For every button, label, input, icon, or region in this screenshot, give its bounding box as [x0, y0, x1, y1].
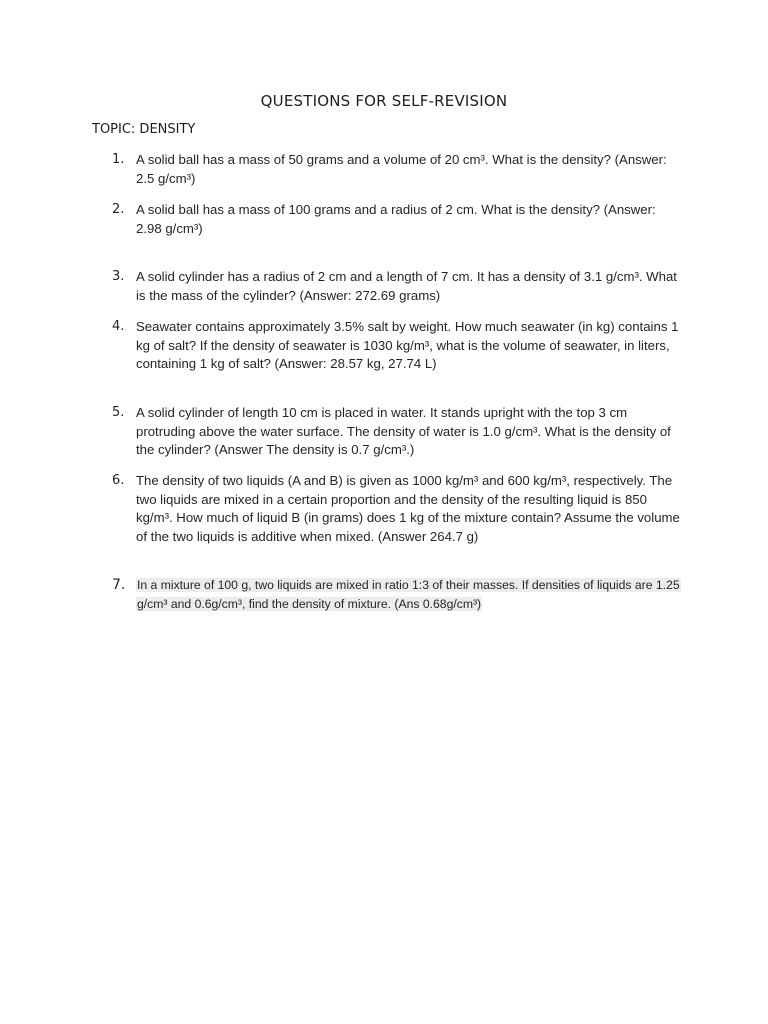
question-number: 2.: [112, 202, 125, 217]
question-item-1: [112, 151, 682, 188]
question-number: 7.: [112, 577, 126, 593]
question-item-4: [112, 318, 682, 374]
question-number: 4.: [112, 319, 125, 334]
question-number: 1.: [112, 152, 125, 167]
question-number: 3.: [112, 269, 125, 284]
question-number: 6.: [112, 473, 125, 488]
question-item-3: [112, 268, 682, 305]
question-item-6: [112, 472, 682, 546]
question-text-highlighted: In a mixture of 100 g, two liquids are mixed in ratio 1:3 of their masses. If densities of liquids are 1.25 g/cm³ and 0.6g/cm³, find the density of mixture. (Ans 0.68g/cm³): [137, 578, 680, 611]
question-number: 5.: [112, 405, 125, 420]
question-text: A solid ball has a mass of 100 grams and a radius of 2 cm. What is the density? (Answer: 2.98 g/cm³): [136, 202, 656, 236]
question-item-5: [112, 404, 682, 460]
question-text: A solid cylinder has a radius of 2 cm and a length of 7 cm. It has a density of 3.1 g/cm³. What is the mass of the cylinder? (Answer: 272.69 grams): [136, 269, 677, 303]
question-text: A solid cylinder of length 10 cm is placed in water. It stands upright with the top 3 cm protruding above the water surface. The density of water is 1.0 g/cm³. What is the density of the cylinder? (Answer The density is 0.7 g/cm³.): [136, 405, 671, 457]
question-text: The density of two liquids (A and B) is given as 1000 kg/m³ and 600 kg/m³, respectively. The two liquids are mixed in a certain proportion and the density of the resulting liquid is 850 kg/m³. How much of liquid B (in grams) does 1 kg of the mixture contain? Assume the volume of the two liquids is additive when mixed. (Answer 264.7 g): [136, 473, 680, 544]
question-text: A solid ball has a mass of 50 grams and a volume of 20 cm³. What is the density? (Answer: 2.5 g/cm³): [136, 152, 667, 186]
page-title: QUESTIONS FOR SELF-REVISION: [260, 92, 508, 110]
question-text: Seawater contains approximately 3.5% salt by weight. How much seawater (in kg) contains 1 kg of salt? If the density of seawater is 1030 kg/m³, what is the volume of seawater, in liters, containing 1 kg of salt? (Answer: 28.57 kg, 27.74 L): [136, 319, 679, 371]
topic-heading: TOPIC: DENSITY: [92, 122, 196, 137]
question-item-7: [112, 576, 682, 613]
question-item-2: [112, 201, 682, 238]
